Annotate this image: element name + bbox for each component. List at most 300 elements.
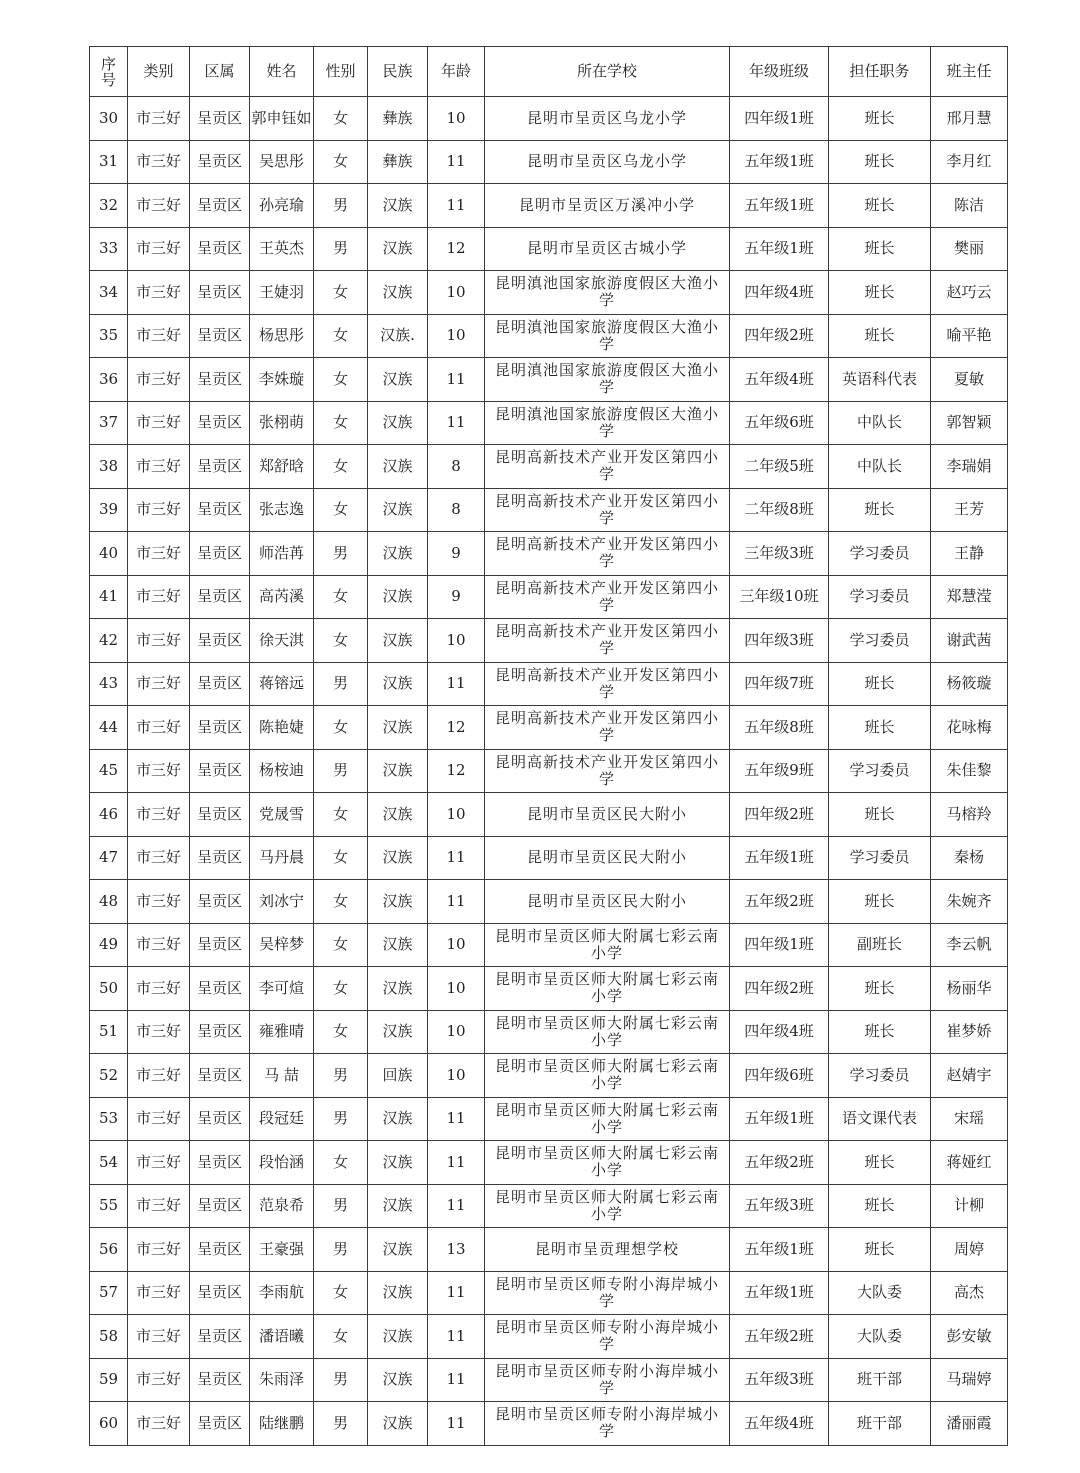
cell-gender: 男	[314, 662, 368, 706]
cell-ethnicity: 汉族	[368, 749, 428, 793]
cell-ethnicity: 汉族	[368, 706, 428, 750]
cell-gender: 女	[314, 314, 368, 358]
cell-age: 10	[428, 97, 485, 141]
cell-age: 10	[428, 923, 485, 967]
cell-gender: 男	[314, 1228, 368, 1272]
cell-district: 呈贡区	[190, 97, 250, 141]
cell-head-teacher: 崔梦娇	[931, 1010, 1008, 1054]
cell-ethnicity: 汉族	[368, 1402, 428, 1446]
cell-grade-class: 四年级7班	[730, 662, 829, 706]
cell-school: 昆明滇池国家旅游度假区大渔小学	[485, 358, 730, 402]
cell-category: 市三好	[128, 575, 190, 619]
cell-seq: 30	[90, 97, 128, 141]
cell-head-teacher: 王芳	[931, 488, 1008, 532]
table-row	[90, 184, 1008, 228]
cell-position: 英语科代表	[829, 358, 931, 402]
cell-category: 市三好	[128, 445, 190, 489]
cell-grade-class: 四年级1班	[730, 97, 829, 141]
cell-ethnicity: 汉族	[368, 1184, 428, 1228]
cell-age: 11	[428, 140, 485, 184]
cell-category: 市三好	[128, 314, 190, 358]
cell-gender: 女	[314, 1010, 368, 1054]
cell-category: 市三好	[128, 793, 190, 837]
cell-ethnicity: 汉族	[368, 967, 428, 1011]
table-row	[90, 1315, 1008, 1359]
cell-school: 昆明市呈贡区乌龙小学	[485, 140, 730, 184]
cell-district: 呈贡区	[190, 923, 250, 967]
cell-district: 呈贡区	[190, 532, 250, 576]
cell-school: 昆明市呈贡区师大附属七彩云南小学	[485, 1097, 730, 1141]
cell-ethnicity: 彝族	[368, 140, 428, 184]
cell-grade-class: 五年级4班	[730, 358, 829, 402]
cell-age: 11	[428, 1358, 485, 1402]
header-ethnicity: 民族	[368, 47, 428, 97]
cell-category: 市三好	[128, 1228, 190, 1272]
cell-name: 张志逸	[250, 488, 314, 532]
cell-age: 10	[428, 271, 485, 315]
cell-gender: 男	[314, 1184, 368, 1228]
table-row	[90, 1097, 1008, 1141]
cell-name: 李姝璇	[250, 358, 314, 402]
cell-school: 昆明高新技术产业开发区第四小学	[485, 575, 730, 619]
cell-head-teacher: 赵婧宇	[931, 1054, 1008, 1098]
table-row	[90, 749, 1008, 793]
cell-head-teacher: 计柳	[931, 1184, 1008, 1228]
cell-name: 郭申钰如	[250, 97, 314, 141]
cell-position: 大队委	[829, 1315, 931, 1359]
cell-grade-class: 五年级9班	[730, 749, 829, 793]
cell-position: 班长	[829, 271, 931, 315]
cell-position: 大队委	[829, 1271, 931, 1315]
cell-seq: 39	[90, 488, 128, 532]
cell-age: 11	[428, 880, 485, 924]
cell-gender: 女	[314, 140, 368, 184]
cell-school: 昆明市呈贡区乌龙小学	[485, 97, 730, 141]
cell-head-teacher: 邢月慧	[931, 97, 1008, 141]
cell-gender: 男	[314, 1358, 368, 1402]
cell-district: 呈贡区	[190, 1271, 250, 1315]
cell-grade-class: 五年级2班	[730, 1315, 829, 1359]
cell-position: 学习委员	[829, 836, 931, 880]
cell-gender: 女	[314, 575, 368, 619]
cell-grade-class: 四年级2班	[730, 793, 829, 837]
cell-age: 12	[428, 706, 485, 750]
cell-district: 呈贡区	[190, 314, 250, 358]
cell-head-teacher: 周婷	[931, 1228, 1008, 1272]
table-row	[90, 97, 1008, 141]
cell-age: 11	[428, 1402, 485, 1446]
cell-seq: 38	[90, 445, 128, 489]
cell-gender: 女	[314, 619, 368, 663]
cell-position: 班长	[829, 97, 931, 141]
cell-ethnicity: 汉族	[368, 923, 428, 967]
cell-age: 10	[428, 1010, 485, 1054]
cell-category: 市三好	[128, 1358, 190, 1402]
cell-grade-class: 四年级4班	[730, 1010, 829, 1054]
cell-seq: 31	[90, 140, 128, 184]
cell-ethnicity: 汉族	[368, 836, 428, 880]
cell-name: 段怡涵	[250, 1141, 314, 1185]
cell-school: 昆明滇池国家旅游度假区大渔小学	[485, 401, 730, 445]
cell-school: 昆明高新技术产业开发区第四小学	[485, 488, 730, 532]
table-row	[90, 575, 1008, 619]
cell-head-teacher: 高杰	[931, 1271, 1008, 1315]
cell-seq: 32	[90, 184, 128, 228]
table-row	[90, 662, 1008, 706]
cell-head-teacher: 杨筱璇	[931, 662, 1008, 706]
table-row	[90, 401, 1008, 445]
cell-head-teacher: 秦杨	[931, 836, 1008, 880]
table-row	[90, 271, 1008, 315]
cell-ethnicity: 汉族	[368, 358, 428, 402]
cell-gender: 女	[314, 488, 368, 532]
cell-school: 昆明市呈贡区师大附属七彩云南小学	[485, 1184, 730, 1228]
cell-age: 10	[428, 793, 485, 837]
cell-name: 李可煊	[250, 967, 314, 1011]
cell-gender: 男	[314, 749, 368, 793]
cell-name: 陈艳婕	[250, 706, 314, 750]
roster-table	[89, 46, 1008, 1446]
cell-ethnicity: 汉族	[368, 1315, 428, 1359]
cell-seq: 49	[90, 923, 128, 967]
cell-gender: 男	[314, 1402, 368, 1446]
cell-position: 班干部	[829, 1402, 931, 1446]
cell-seq: 44	[90, 706, 128, 750]
cell-school: 昆明市呈贡区师专附小海岸城小学	[485, 1315, 730, 1359]
cell-ethnicity: 汉族.	[368, 314, 428, 358]
table-row	[90, 836, 1008, 880]
cell-ethnicity: 汉族	[368, 1010, 428, 1054]
cell-age: 8	[428, 445, 485, 489]
cell-name: 孙亮瑜	[250, 184, 314, 228]
cell-grade-class: 五年级1班	[730, 1271, 829, 1315]
cell-name: 郑舒晗	[250, 445, 314, 489]
cell-category: 市三好	[128, 967, 190, 1011]
table-row	[90, 1184, 1008, 1228]
cell-gender: 男	[314, 1097, 368, 1141]
cell-head-teacher: 李瑞娟	[931, 445, 1008, 489]
cell-category: 市三好	[128, 1271, 190, 1315]
cell-position: 学习委员	[829, 1054, 931, 1098]
cell-age: 12	[428, 749, 485, 793]
cell-age: 11	[428, 662, 485, 706]
cell-category: 市三好	[128, 1054, 190, 1098]
cell-age: 10	[428, 619, 485, 663]
cell-name: 雍雅晴	[250, 1010, 314, 1054]
cell-position: 班长	[829, 1228, 931, 1272]
cell-category: 市三好	[128, 706, 190, 750]
cell-ethnicity: 回族	[368, 1054, 428, 1098]
table-row	[90, 923, 1008, 967]
table-row	[90, 314, 1008, 358]
cell-grade-class: 二年级5班	[730, 445, 829, 489]
cell-seq: 41	[90, 575, 128, 619]
cell-gender: 女	[314, 967, 368, 1011]
cell-ethnicity: 汉族	[368, 184, 428, 228]
cell-grade-class: 五年级1班	[730, 140, 829, 184]
cell-age: 11	[428, 1271, 485, 1315]
header-category: 类别	[128, 47, 190, 97]
cell-category: 市三好	[128, 662, 190, 706]
cell-seq: 50	[90, 967, 128, 1011]
cell-district: 呈贡区	[190, 1228, 250, 1272]
cell-seq: 57	[90, 1271, 128, 1315]
cell-name: 陆继鹏	[250, 1402, 314, 1446]
cell-head-teacher: 赵巧云	[931, 271, 1008, 315]
cell-category: 市三好	[128, 401, 190, 445]
cell-gender: 女	[314, 1315, 368, 1359]
cell-position: 学习委员	[829, 619, 931, 663]
cell-name: 朱雨泽	[250, 1358, 314, 1402]
cell-category: 市三好	[128, 880, 190, 924]
cell-grade-class: 五年级1班	[730, 1097, 829, 1141]
table-row	[90, 227, 1008, 271]
cell-seq: 59	[90, 1358, 128, 1402]
table-row	[90, 706, 1008, 750]
cell-ethnicity: 汉族	[368, 1141, 428, 1185]
cell-district: 呈贡区	[190, 1315, 250, 1359]
cell-gender: 女	[314, 923, 368, 967]
cell-grade-class: 五年级1班	[730, 184, 829, 228]
cell-name: 王婕羽	[250, 271, 314, 315]
cell-seq: 37	[90, 401, 128, 445]
cell-district: 呈贡区	[190, 1358, 250, 1402]
header-seq: 序 号	[90, 47, 128, 97]
cell-school: 昆明市呈贡区师专附小海岸城小学	[485, 1358, 730, 1402]
cell-position: 班长	[829, 1141, 931, 1185]
cell-ethnicity: 汉族	[368, 793, 428, 837]
cell-school: 昆明市呈贡区师专附小海岸城小学	[485, 1402, 730, 1446]
cell-ethnicity: 汉族	[368, 662, 428, 706]
cell-school: 昆明市呈贡区师大附属七彩云南小学	[485, 923, 730, 967]
cell-position: 班长	[829, 1184, 931, 1228]
cell-position: 班干部	[829, 1358, 931, 1402]
cell-gender: 女	[314, 358, 368, 402]
cell-school: 昆明市呈贡区师专附小海岸城小学	[485, 1271, 730, 1315]
cell-district: 呈贡区	[190, 880, 250, 924]
cell-seq: 40	[90, 532, 128, 576]
cell-age: 11	[428, 1141, 485, 1185]
cell-grade-class: 五年级2班	[730, 880, 829, 924]
cell-school: 昆明市呈贡区师大附属七彩云南小学	[485, 1054, 730, 1098]
cell-category: 市三好	[128, 1097, 190, 1141]
cell-seq: 51	[90, 1010, 128, 1054]
cell-school: 昆明市呈贡理想学校	[485, 1228, 730, 1272]
cell-seq: 34	[90, 271, 128, 315]
cell-head-teacher: 夏敏	[931, 358, 1008, 402]
cell-position: 班长	[829, 662, 931, 706]
cell-district: 呈贡区	[190, 967, 250, 1011]
cell-head-teacher: 李月红	[931, 140, 1008, 184]
cell-district: 呈贡区	[190, 1054, 250, 1098]
cell-age: 9	[428, 575, 485, 619]
cell-district: 呈贡区	[190, 401, 250, 445]
cell-ethnicity: 汉族	[368, 488, 428, 532]
table-row	[90, 1402, 1008, 1446]
cell-category: 市三好	[128, 1184, 190, 1228]
cell-age: 10	[428, 1054, 485, 1098]
cell-head-teacher: 蒋娅红	[931, 1141, 1008, 1185]
cell-ethnicity: 汉族	[368, 1228, 428, 1272]
cell-grade-class: 三年级3班	[730, 532, 829, 576]
cell-school: 昆明高新技术产业开发区第四小学	[485, 445, 730, 489]
cell-gender: 女	[314, 1271, 368, 1315]
cell-gender: 女	[314, 97, 368, 141]
cell-category: 市三好	[128, 1010, 190, 1054]
cell-name: 段冠廷	[250, 1097, 314, 1141]
cell-ethnicity: 汉族	[368, 880, 428, 924]
cell-head-teacher: 王静	[931, 532, 1008, 576]
cell-position: 班长	[829, 880, 931, 924]
cell-school: 昆明市呈贡区师大附属七彩云南小学	[485, 1141, 730, 1185]
cell-position: 班长	[829, 1010, 931, 1054]
cell-head-teacher: 樊丽	[931, 227, 1008, 271]
cell-seq: 43	[90, 662, 128, 706]
cell-age: 11	[428, 358, 485, 402]
cell-ethnicity: 汉族	[368, 532, 428, 576]
cell-grade-class: 四年级2班	[730, 314, 829, 358]
cell-head-teacher: 陈洁	[931, 184, 1008, 228]
cell-head-teacher: 宋瑶	[931, 1097, 1008, 1141]
table-row	[90, 619, 1008, 663]
cell-head-teacher: 朱婉齐	[931, 880, 1008, 924]
table-row	[90, 793, 1008, 837]
cell-district: 呈贡区	[190, 749, 250, 793]
cell-ethnicity: 汉族	[368, 445, 428, 489]
cell-head-teacher: 朱佳黎	[931, 749, 1008, 793]
cell-district: 呈贡区	[190, 271, 250, 315]
table-row	[90, 358, 1008, 402]
cell-gender: 女	[314, 271, 368, 315]
cell-position: 班长	[829, 140, 931, 184]
cell-school: 昆明滇池国家旅游度假区大渔小学	[485, 271, 730, 315]
cell-grade-class: 五年级3班	[730, 1358, 829, 1402]
cell-school: 昆明滇池国家旅游度假区大渔小学	[485, 314, 730, 358]
cell-age: 11	[428, 401, 485, 445]
cell-district: 呈贡区	[190, 358, 250, 402]
cell-gender: 男	[314, 532, 368, 576]
cell-name: 王豪强	[250, 1228, 314, 1272]
cell-seq: 52	[90, 1054, 128, 1098]
cell-grade-class: 四年级6班	[730, 1054, 829, 1098]
cell-head-teacher: 马瑞婷	[931, 1358, 1008, 1402]
cell-seq: 42	[90, 619, 128, 663]
cell-position: 副班长	[829, 923, 931, 967]
cell-school: 昆明市呈贡区古城小学	[485, 227, 730, 271]
cell-category: 市三好	[128, 1141, 190, 1185]
cell-name: 党晟雪	[250, 793, 314, 837]
header-grade-class: 年级班级	[730, 47, 829, 97]
header-school: 所在学校	[485, 47, 730, 97]
cell-category: 市三好	[128, 1402, 190, 1446]
cell-category: 市三好	[128, 140, 190, 184]
cell-name: 马丹晨	[250, 836, 314, 880]
cell-ethnicity: 汉族	[368, 1097, 428, 1141]
cell-category: 市三好	[128, 1315, 190, 1359]
cell-name: 蒋镕远	[250, 662, 314, 706]
cell-name: 刘冰宁	[250, 880, 314, 924]
cell-gender: 女	[314, 445, 368, 489]
cell-category: 市三好	[128, 358, 190, 402]
cell-seq: 35	[90, 314, 128, 358]
cell-age: 8	[428, 488, 485, 532]
cell-school: 昆明高新技术产业开发区第四小学	[485, 619, 730, 663]
cell-ethnicity: 汉族	[368, 1358, 428, 1402]
table-row	[90, 140, 1008, 184]
table-row	[90, 1271, 1008, 1315]
cell-seq: 54	[90, 1141, 128, 1185]
cell-name: 潘语曦	[250, 1315, 314, 1359]
header-gender: 性别	[314, 47, 368, 97]
cell-ethnicity: 汉族	[368, 1271, 428, 1315]
table-row	[90, 1054, 1008, 1098]
cell-district: 呈贡区	[190, 1141, 250, 1185]
cell-gender: 女	[314, 836, 368, 880]
cell-gender: 男	[314, 184, 368, 228]
cell-district: 呈贡区	[190, 488, 250, 532]
cell-category: 市三好	[128, 619, 190, 663]
header-position: 担任职务	[829, 47, 931, 97]
table-row	[90, 488, 1008, 532]
cell-head-teacher: 谢武茜	[931, 619, 1008, 663]
cell-age: 11	[428, 1097, 485, 1141]
cell-district: 呈贡区	[190, 1402, 250, 1446]
cell-ethnicity: 汉族	[368, 401, 428, 445]
cell-position: 中队长	[829, 445, 931, 489]
header-row	[90, 47, 1008, 97]
cell-name: 高芮溪	[250, 575, 314, 619]
cell-school: 昆明市呈贡区民大附小	[485, 836, 730, 880]
cell-district: 呈贡区	[190, 1184, 250, 1228]
cell-district: 呈贡区	[190, 140, 250, 184]
cell-gender: 女	[314, 880, 368, 924]
table-row	[90, 1358, 1008, 1402]
table-row	[90, 1228, 1008, 1272]
roster-body	[90, 97, 1008, 1446]
cell-head-teacher: 郑慧滢	[931, 575, 1008, 619]
cell-gender: 男	[314, 1054, 368, 1098]
cell-ethnicity: 汉族	[368, 227, 428, 271]
cell-grade-class: 五年级3班	[730, 1184, 829, 1228]
cell-grade-class: 五年级1班	[730, 227, 829, 271]
table-row	[90, 1010, 1008, 1054]
cell-seq: 33	[90, 227, 128, 271]
cell-position: 班长	[829, 967, 931, 1011]
cell-position: 学习委员	[829, 532, 931, 576]
cell-head-teacher: 杨丽华	[931, 967, 1008, 1011]
cell-school: 昆明市呈贡区万溪冲小学	[485, 184, 730, 228]
cell-school: 昆明市呈贡区师大附属七彩云南小学	[485, 1010, 730, 1054]
cell-name: 马 喆	[250, 1054, 314, 1098]
cell-seq: 60	[90, 1402, 128, 1446]
table-row	[90, 532, 1008, 576]
cell-grade-class: 五年级2班	[730, 1141, 829, 1185]
header-age: 年龄	[428, 47, 485, 97]
cell-school: 昆明高新技术产业开发区第四小学	[485, 749, 730, 793]
cell-grade-class: 四年级2班	[730, 967, 829, 1011]
cell-district: 呈贡区	[190, 184, 250, 228]
cell-head-teacher: 喻平艳	[931, 314, 1008, 358]
cell-category: 市三好	[128, 271, 190, 315]
cell-grade-class: 五年级1班	[730, 1228, 829, 1272]
cell-district: 呈贡区	[190, 1097, 250, 1141]
cell-grade-class: 五年级4班	[730, 1402, 829, 1446]
cell-category: 市三好	[128, 184, 190, 228]
cell-gender: 女	[314, 1141, 368, 1185]
cell-seq: 58	[90, 1315, 128, 1359]
cell-district: 呈贡区	[190, 227, 250, 271]
cell-grade-class: 二年级8班	[730, 488, 829, 532]
